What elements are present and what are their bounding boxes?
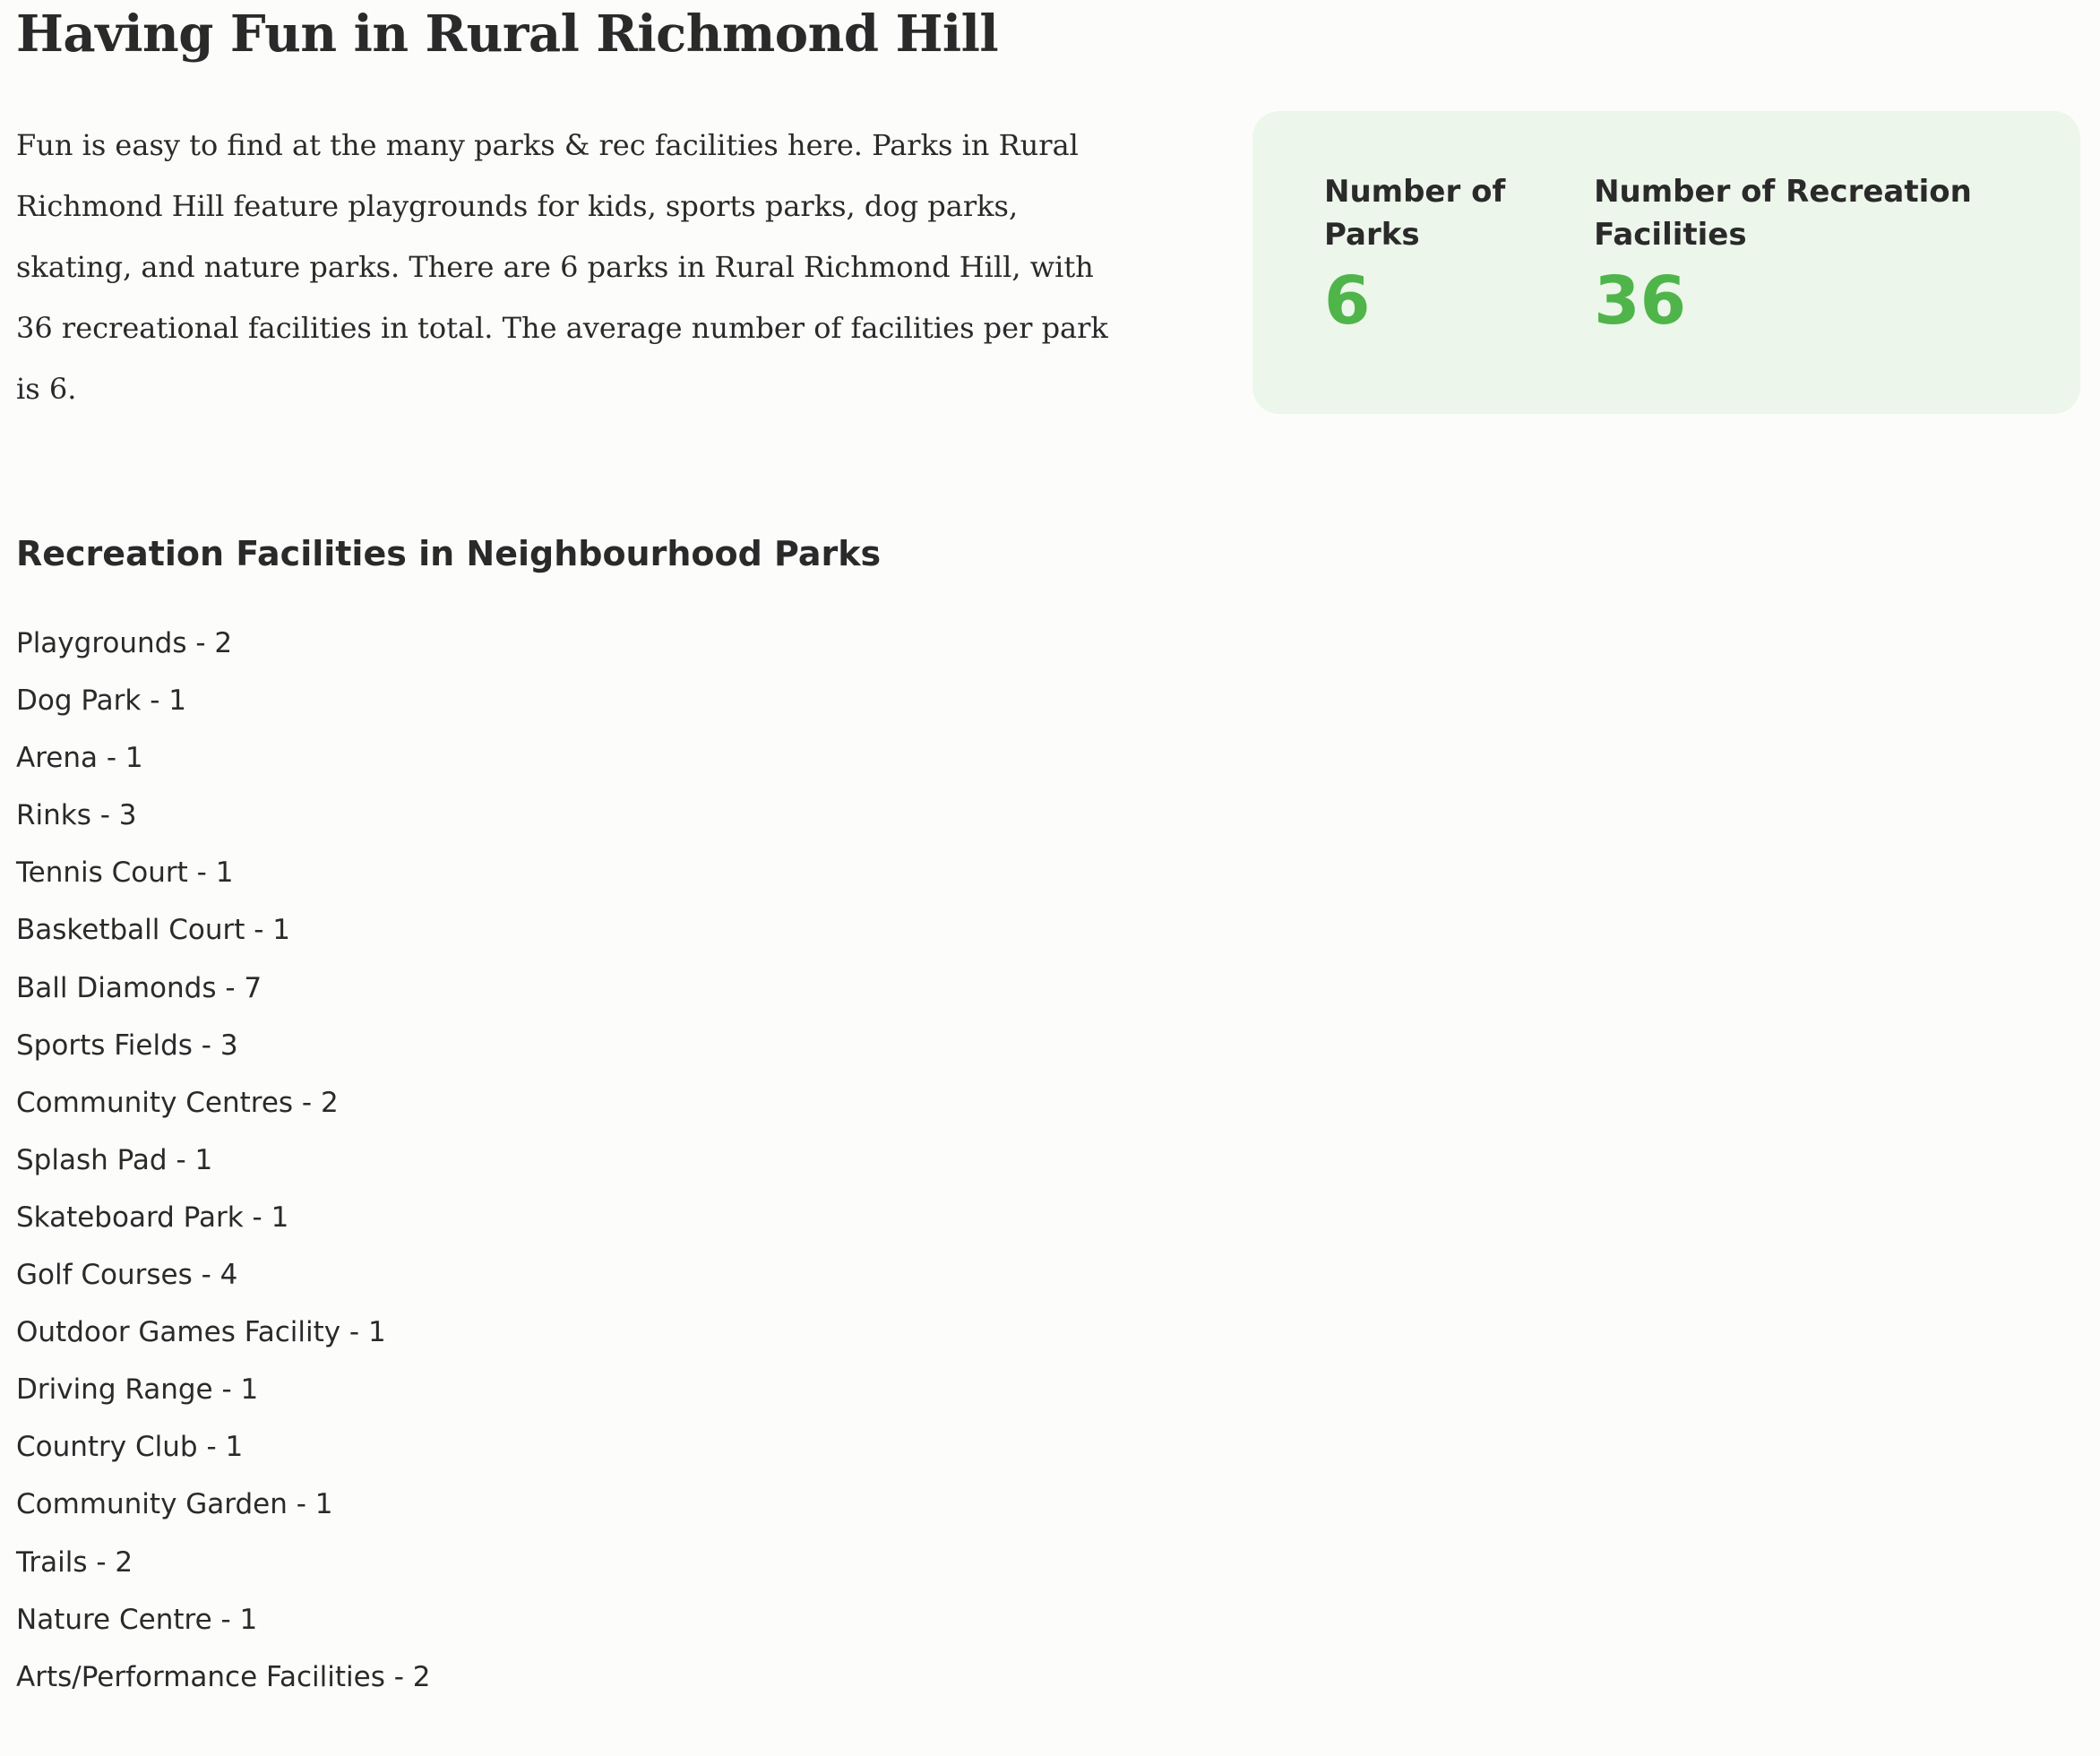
facility-item: Basketball Court - 1 bbox=[16, 914, 291, 947]
facilities-heading: Recreation Facilities in Neighbourhood Parks bbox=[16, 534, 882, 573]
facility-item: Rinks - 3 bbox=[16, 799, 137, 832]
intro-section bbox=[16, 68, 2084, 534]
facilities-stat-value: 36 bbox=[1594, 263, 1687, 340]
parks-stat-label: Number of Parks bbox=[1324, 174, 1506, 253]
facility-item: Nature Centre - 1 bbox=[16, 1603, 258, 1636]
facility-item: Outdoor Games Facility - 1 bbox=[16, 1316, 386, 1349]
facility-item: Ball Diamonds - 7 bbox=[16, 971, 262, 1004]
facility-item: Arts/Performance Facilities - 2 bbox=[16, 1660, 431, 1693]
facility-item: Tennis Court - 1 bbox=[16, 856, 234, 890]
facility-item: Country Club - 1 bbox=[16, 1431, 244, 1464]
facility-item: Driving Range - 1 bbox=[16, 1373, 259, 1407]
facility-item: Community Centres - 2 bbox=[16, 1086, 339, 1119]
facility-item: Sports Fields - 3 bbox=[16, 1029, 238, 1062]
stats-card bbox=[1252, 111, 2080, 414]
facilities-stat-label: Number of Recreation Facilities bbox=[1594, 174, 1972, 253]
facility-item: Playgrounds - 2 bbox=[16, 627, 233, 659]
facility-item: Golf Courses - 4 bbox=[16, 1259, 238, 1292]
facility-list bbox=[16, 615, 430, 1706]
page-content bbox=[16, 0, 2084, 1693]
parks-stat-value: 6 bbox=[1324, 263, 1371, 340]
parks-stat bbox=[1324, 170, 1540, 355]
page-title: Having Fun in Rural Richmond Hill bbox=[16, 4, 999, 64]
facility-item: Community Garden - 1 bbox=[16, 1488, 333, 1521]
facility-item: Arena - 1 bbox=[16, 742, 143, 775]
facilities-stat bbox=[1594, 170, 2009, 355]
intro-paragraph: Fun is easy to find at the many parks & rec facilities here. Parks in Rural Richmond Hill feature playgrounds for kids, sports parks, dog parks, skating, and nature parks. There are 6 parks in Rural Richmond Hill, with 36 recreational facilities in total. The average number of facilities per park is 6. bbox=[16, 128, 1108, 406]
facility-item: Splash Pad - 1 bbox=[16, 1143, 213, 1176]
facility-item: Trails - 2 bbox=[16, 1545, 133, 1579]
facility-item: Dog Park - 1 bbox=[16, 684, 186, 718]
facility-item: Skateboard Park - 1 bbox=[16, 1201, 289, 1234]
